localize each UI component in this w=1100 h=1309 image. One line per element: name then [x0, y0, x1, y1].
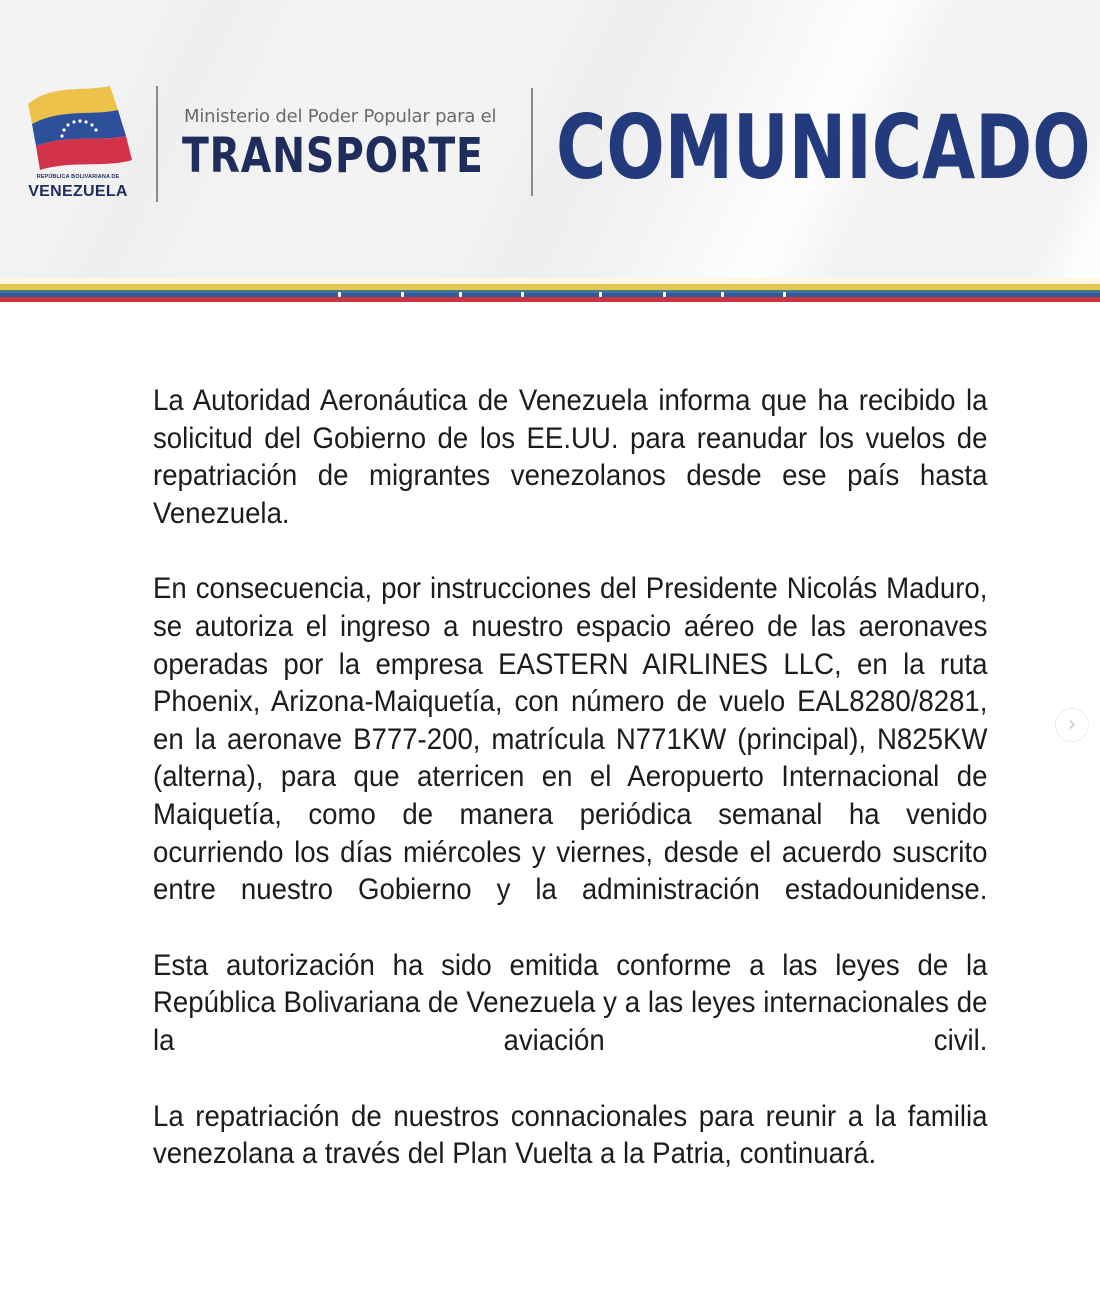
- tricolor-stripe: [0, 278, 1100, 302]
- body-paragraph: La Autoridad Aeronáutica de Venezuela informa que ha recibido la solicitud del Gobierno de los EE.UU. para reanudar los vuelos de repatriación de migrantes venezolanos desde ese país hasta Venezuela.: [153, 384, 988, 530]
- logo-republic-text: REPÚBLICA BOLIVARIANA DE: [36, 174, 120, 180]
- divider: [531, 88, 533, 196]
- star-dot: [721, 292, 724, 297]
- logo-country-text: VENEZUELA: [28, 183, 128, 200]
- body-paragraph: La repatriación de nuestros connacionales para reunir a la familia venezolana a través del Plan Vuelta a la Patria, continuará.: [153, 1099, 988, 1171]
- chevron-right-icon: ›: [1067, 712, 1077, 737]
- venezuela-flag-icon: [22, 82, 134, 172]
- body-paragraph: En consecuencia, por instrucciones del Presidente Nicolás Maduro, se autoriza el ingreso a nuestro espacio aéreo de las aeronaves operadas por la empresa EASTERN AIRLINES LLC, en la ruta Phoenix, Arizona-Maiquetía, con número de vuelo EAL8280/8281, en la aeronave B777-200, matrícula N771KW (principal), N825KW (alterna), para que aterricen en el Aeropuerto Internacional de Maiquetía, como de manera periódica semanal ha venido ocurriendo los días miércoles y viernes, desde el acuerdo suscrito entre nuestro Gobierno y la administración estadounidense.: [153, 572, 988, 907]
- star-dot: [599, 292, 602, 297]
- star-dot: [783, 292, 786, 297]
- page-title: COMUNICADO: [556, 96, 1091, 199]
- star-dot: [338, 292, 341, 297]
- star-dot: [401, 292, 404, 297]
- body-paragraph: Esta autorización ha sido emitida conforme a las leyes de la República Bolivariana de Venezuela y a las leyes internacionales de la aviación civil.: [153, 948, 988, 1057]
- ministry-name: TRANSPORTE: [182, 128, 484, 184]
- star-dot: [663, 292, 666, 297]
- divider: [156, 86, 158, 202]
- next-slide-button[interactable]: [1055, 708, 1089, 742]
- star-dot: [521, 292, 524, 297]
- venezuela-logo: [18, 82, 138, 202]
- star-dot: [459, 292, 462, 297]
- communique-body: [153, 382, 988, 1211]
- ministry-subtitle: Ministerio del Poder Popular para el: [184, 106, 497, 127]
- communique-header: [0, 0, 1100, 282]
